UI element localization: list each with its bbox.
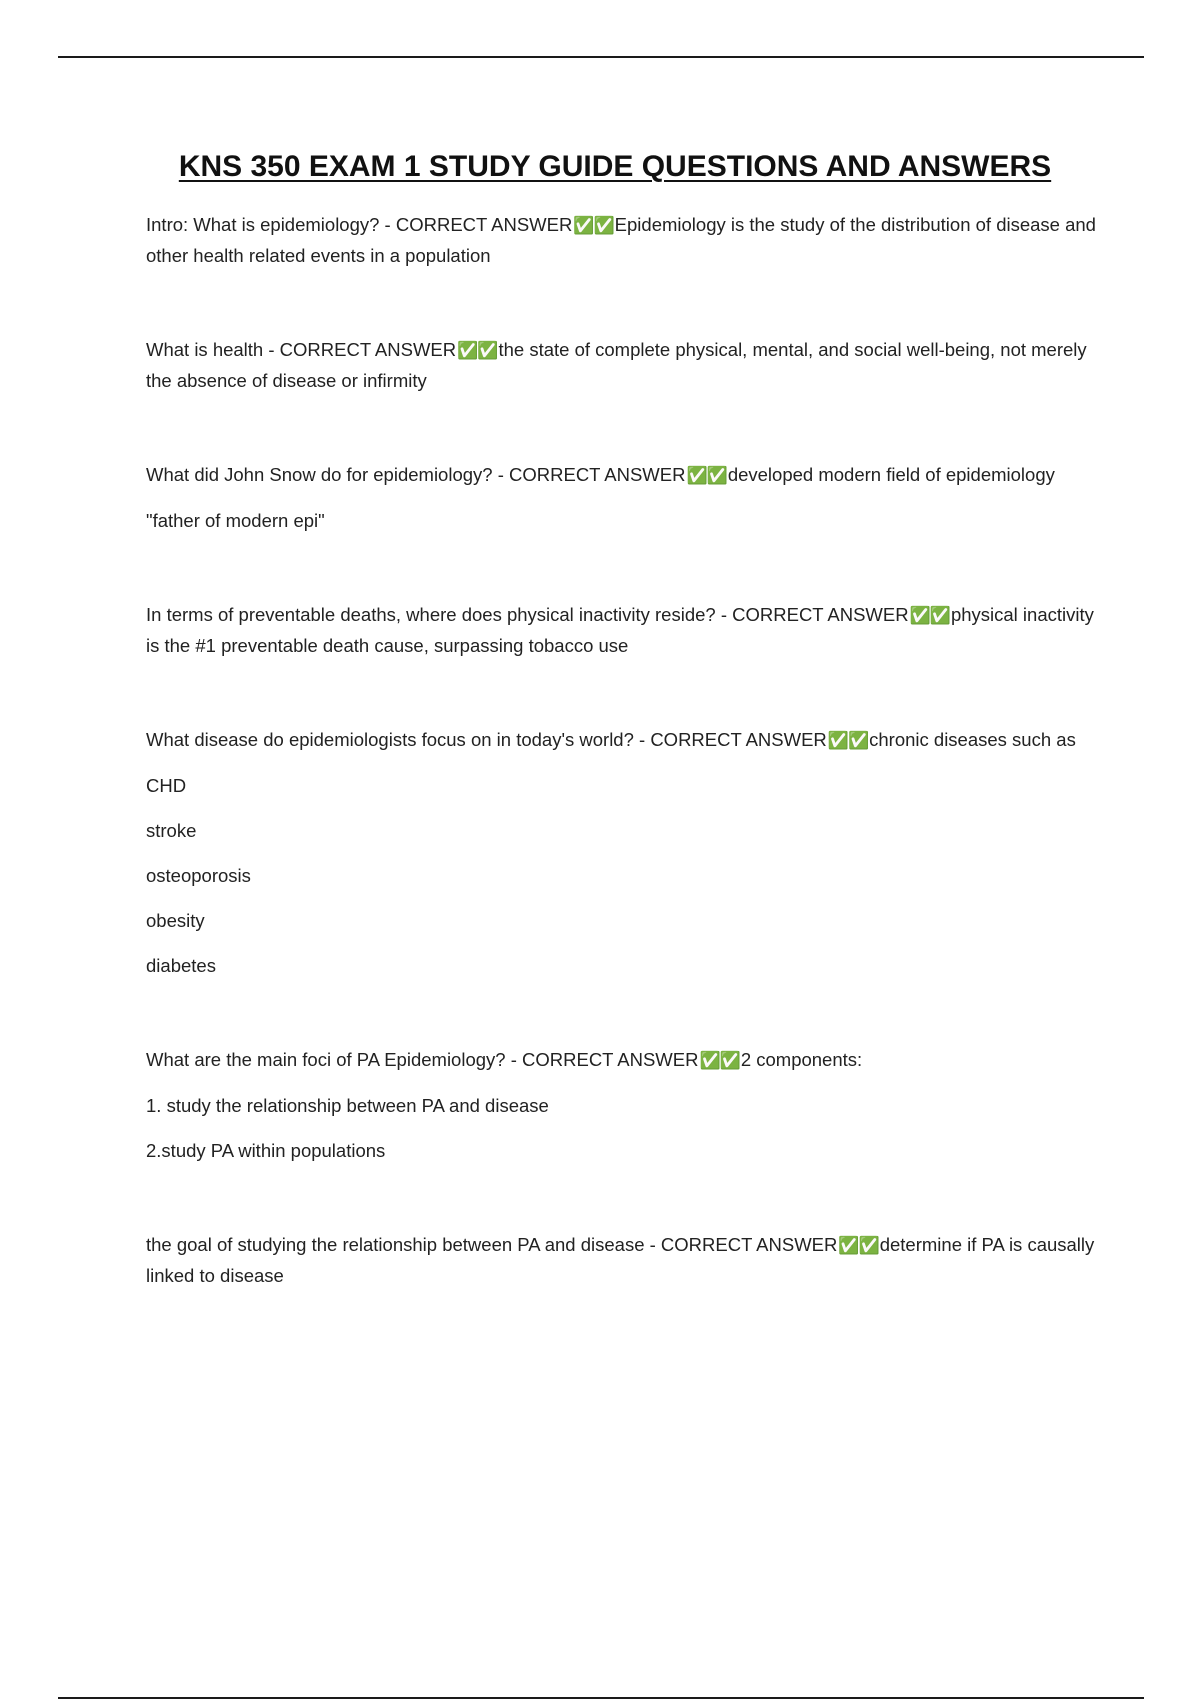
question-text: What did John Snow do for epidemiology? - CORRECT ANSWER — [146, 464, 686, 485]
answer-text: developed modern field of epidemiology — [727, 464, 1055, 485]
answer-text: chronic diseases such as — [869, 729, 1076, 750]
question-text: In terms of preventable deaths, where does physical inactivity reside? - CORRECT ANSWER — [146, 604, 909, 625]
answer-text: physical inactivity is the #1 preventable death cause, surpassing tobacco use — [146, 604, 1094, 656]
qa-item — [146, 1230, 1096, 1291]
checkmark-icon: ✅✅ — [909, 606, 950, 625]
qa-text — [146, 600, 1096, 661]
answer-text: 2 components: — [740, 1049, 863, 1070]
bottom-rule — [58, 1697, 1144, 1699]
qa-item — [146, 1045, 1096, 1166]
qa-text — [146, 725, 1096, 756]
question-text: What disease do epidemiologists focus on in today's world? - CORRECT ANSWER — [146, 729, 827, 750]
qa-item — [146, 460, 1096, 536]
answer-extra-line: diabetes — [146, 955, 216, 976]
qa-item — [146, 725, 1096, 981]
answer-extra-line: osteoporosis — [146, 865, 251, 886]
answer-text: the state of complete physical, mental, and social well-being, not merely the absence of disease or infirmity — [146, 339, 1087, 391]
answer-text: determine if PA is causally linked to disease — [146, 1234, 1095, 1286]
answer-extra-line: 2.study PA within populations — [146, 1140, 386, 1161]
question-text: What is health - CORRECT ANSWER — [146, 339, 457, 360]
qa-text — [146, 460, 1096, 491]
question-text: the goal of studying the relationship between PA and disease - CORRECT ANSWER — [146, 1234, 838, 1255]
answer-extra-line: stroke — [146, 820, 197, 841]
answer-extra-line: "father of modern epi" — [146, 510, 325, 531]
checkmark-icon: ✅✅ — [686, 466, 727, 485]
qa-text — [146, 335, 1096, 396]
answer-text: Epidemiology is the study of the distribution of disease and other health related events in a population — [146, 214, 1096, 266]
question-text: What are the main foci of PA Epidemiology? - CORRECT ANSWER — [146, 1049, 699, 1070]
question-text: Intro: What is epidemiology? - CORRECT ANSWER — [146, 214, 573, 235]
top-rule — [58, 56, 1144, 58]
qa-text — [146, 210, 1096, 271]
answer-extra-line: 1. study the relationship between PA and disease — [146, 1095, 549, 1116]
checkmark-icon: ✅✅ — [457, 341, 498, 360]
answer-extra-line: obesity — [146, 910, 205, 931]
checkmark-icon: ✅✅ — [699, 1051, 740, 1070]
document-title: KNS 350 EXAM 1 STUDY GUIDE QUESTIONS AND ANSWERS — [178, 150, 1052, 183]
checkmark-icon: ✅✅ — [838, 1236, 879, 1255]
checkmark-icon: ✅✅ — [573, 216, 614, 235]
qa-list — [146, 210, 1096, 1355]
qa-text — [146, 1045, 1096, 1076]
qa-item — [146, 210, 1096, 271]
answer-extra-line: CHD — [146, 775, 187, 796]
qa-text — [146, 1230, 1096, 1291]
checkmark-icon: ✅✅ — [827, 731, 869, 750]
qa-item — [146, 600, 1096, 661]
qa-item — [146, 335, 1096, 396]
